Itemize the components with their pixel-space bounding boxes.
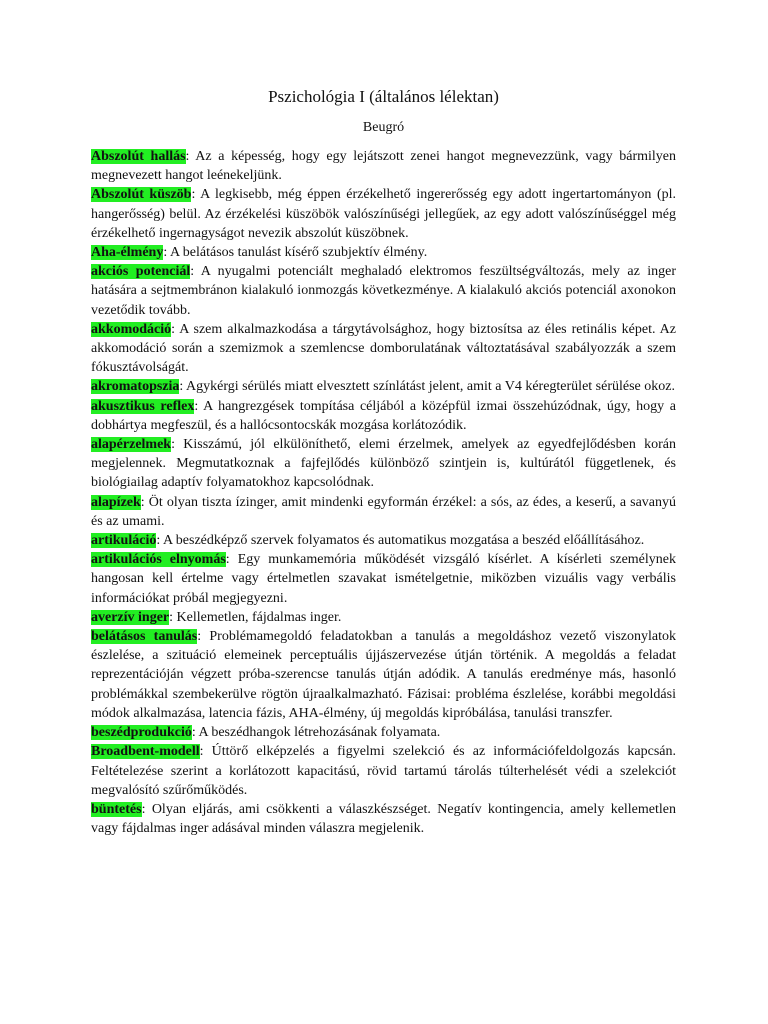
glossary-definition: : A belátásos tanulást kísérő szubjektív élmény. xyxy=(163,245,428,261)
glossary-entry xyxy=(91,723,676,742)
glossary-entry xyxy=(91,397,676,435)
document-subtitle: Beugró xyxy=(362,120,405,135)
glossary-definition: : Öt olyan tiszta ízinger, amit mindenki egyformán érzékel: a sós, az édes, a keserű, a savanyú és az umami. xyxy=(91,494,676,529)
glossary-entry xyxy=(91,608,676,627)
glossary-entry xyxy=(91,627,676,723)
glossary-definition: : Agykérgi sérülés miatt elvesztett színlátást jelent, amit a V4 kéregterület sérülése okoz. xyxy=(179,379,675,395)
glossary-definition: : A hangrezgések tompítása céljából a középfül izmai összehúzódnak, úgy, hogy a dobhártya megfeszül, és a hallócsontocskák mozgása korlátozódik. xyxy=(91,398,676,433)
glossary-term: akciós potenciál xyxy=(91,264,191,280)
glossary-list xyxy=(91,147,676,838)
glossary-term: Abszolút hallás xyxy=(91,149,186,164)
glossary-term: artikuláció xyxy=(91,533,157,549)
glossary-definition: : Úttörő elképzelés a figyelmi szelekció és az információfeldolgozás kapcsán. Feltételezése szerint a korlátozott kapacitású, rövid tartamú tárolás túlterhelését védi a szelekciót megvalósító szűrőműködés. xyxy=(91,744,676,798)
glossary-entry xyxy=(91,243,676,262)
glossary-entry xyxy=(91,185,676,243)
glossary-term: Broadbent-modell xyxy=(91,744,200,760)
glossary-entry xyxy=(91,800,676,838)
glossary-definition: : Kisszámú, jól elkülöníthető, elemi érzelmek, amelyek az egyedfejlődésben korán megjelennek. Megmutatkoznak a fajfejlődés különböző szintjein is, kultúrától függetlenek, és biológiailag adaptív folyamatokhoz kapcsolódnak. xyxy=(91,437,676,491)
glossary-term: alapérzelmek xyxy=(91,437,172,453)
glossary-definition: : Kellemetlen, fájdalmas inger. xyxy=(169,609,342,625)
glossary-term: akkomodáció xyxy=(91,321,172,337)
glossary-term: büntetés xyxy=(91,801,142,817)
glossary-definition: : A szem alkalmazkodása a tárgytávolsághoz, hogy biztosítsa az éles retinális képet. Az akkomodáció során a szemizmok a szemlencse domborulatának változtatásával szabályozzák a szem fókusztávolságát. xyxy=(91,321,676,376)
glossary-term: akromatopszia xyxy=(91,379,180,395)
glossary-definition: : Olyan eljárás, ami csökkenti a válaszkészséget. Negatív kontingencia, amely kellemetlen vagy fájdalmas inger adásával minden válaszra megjelenik. xyxy=(91,801,676,837)
glossary-term: beszédprodukció xyxy=(91,725,192,741)
glossary-definition: : A nyugalmi potenciált meghaladó elektromos feszültségváltozás, mely az inger hatására a sejtmembránon kialakuló ionmozgás következménye. A kialakuló akciós potenciál axonokon vezetődik tovább. xyxy=(91,264,676,318)
glossary-term: averzív inger xyxy=(91,609,170,625)
glossary-entry xyxy=(91,550,676,608)
glossary-entry xyxy=(91,742,676,800)
glossary-definition: : A beszédképző szervek folyamatos és automatikus mozgatása a beszéd előállításához. xyxy=(156,533,645,549)
document-title: Pszichológia I (általános lélektan) xyxy=(268,87,499,106)
glossary-entry xyxy=(91,377,676,396)
document-page xyxy=(91,0,676,838)
glossary-term: akusztikus reflex xyxy=(91,398,195,414)
glossary-definition: : Problémamegoldó feladatokban a tanulás a megoldáshoz vezető viszonylatok észlelése, a szituáció elemeinek perceptuális újjászervezése útján történik. A megoldás a feladat reprezentációján végzett próba-szerencse tanulás útján adódik. A tanulás eredménye más, hasonló problémákkal szembekerülve rögtön újraalkalmazható. Fázisai: probléma észlelése, korábbi megoldási módok alkalmazása, latencia fázis, AHA-élmény, új megoldás kipróbálása, tanulási transzfer. xyxy=(91,629,676,721)
glossary-definition: : Az a képesség, hogy egy lejátszott zenei hangot megnevezzünk, vagy bármilyen megnevezett hangot leénekeljünk. xyxy=(91,149,676,184)
glossary-definition: : Egy munkamemória működését vizsgáló kísérlet. A kísérleti személynek hangosan kell értelme vagy értelmetlen szavakat ismételgetnie, miközben vizuális vagy verbális információkat próbál megjegyezni. xyxy=(91,552,676,606)
glossary-term: Aha-élmény xyxy=(91,245,164,261)
glossary-entry xyxy=(91,435,676,493)
glossary-entry xyxy=(91,493,676,531)
glossary-entry xyxy=(91,262,676,320)
glossary-term: artikulációs elnyomás xyxy=(91,552,226,568)
glossary-definition: : A beszédhangok létrehozásának folyamata. xyxy=(191,725,441,741)
glossary-entry xyxy=(91,320,676,378)
glossary-term: alapízek xyxy=(91,494,141,510)
glossary-entry xyxy=(91,147,676,185)
glossary-definition: : A legkisebb, még éppen érzékelhető ingererősség egy adott ingertartományon (pl. hangerősség) belül. Az érzékelési küszöbök valószínűségi jellegűek, az egy adott valószínűséggel még érzékelhető ingernagyságot nevezik abszolút küszöbnek. xyxy=(91,187,676,241)
glossary-entry xyxy=(91,531,676,550)
glossary-term: Abszolút küszöb xyxy=(91,187,192,203)
glossary-term: belátásos tanulás xyxy=(91,629,198,645)
